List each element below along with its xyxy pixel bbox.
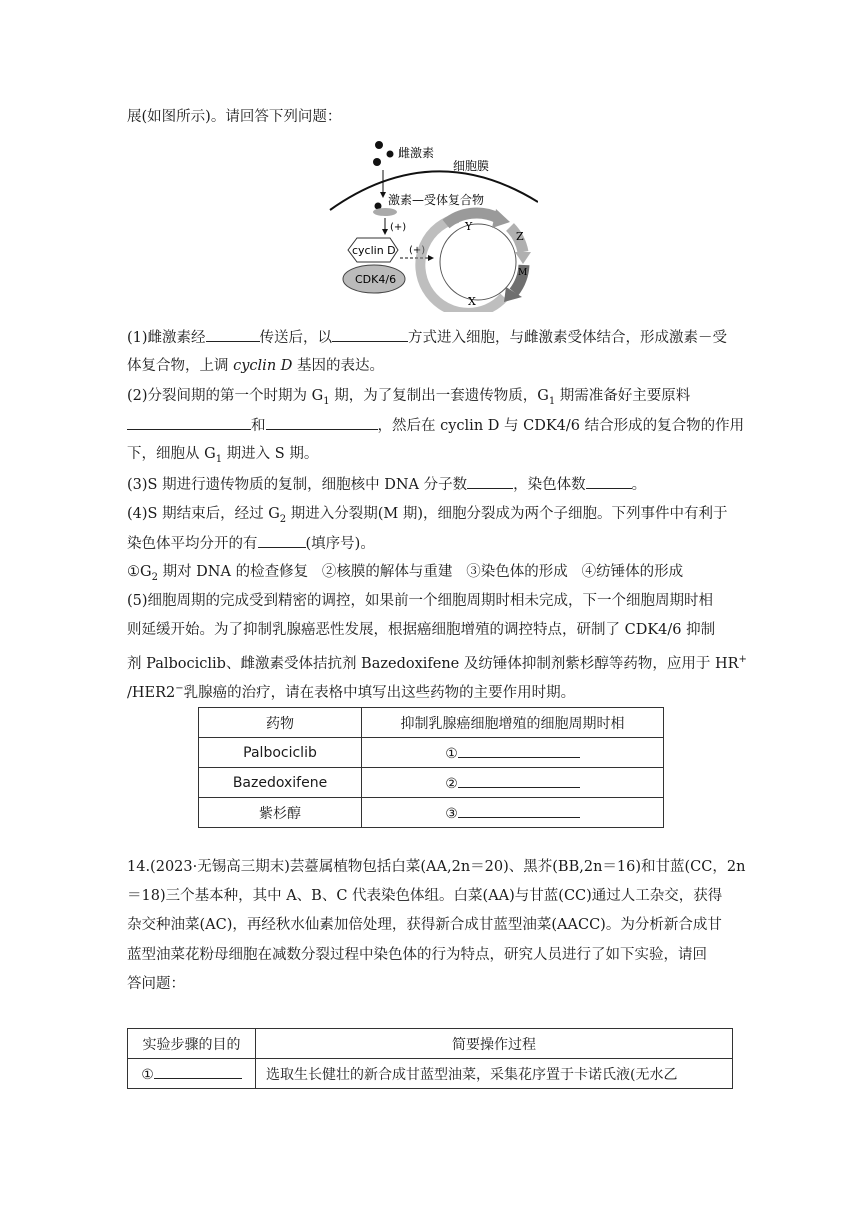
option-2: ②核膜的解体与重建 bbox=[321, 564, 453, 580]
estrogen-dot bbox=[375, 141, 383, 149]
cycle-inner bbox=[440, 224, 516, 300]
q5-text: /HER2 bbox=[127, 684, 176, 701]
cycle-Z-head bbox=[515, 252, 531, 264]
drug-table bbox=[198, 707, 664, 828]
membrane-label: 细胞膜 bbox=[453, 159, 490, 173]
q2-text: 下，细胞从 G bbox=[127, 446, 216, 462]
q2-line1 bbox=[127, 386, 690, 412]
q4-options bbox=[127, 562, 683, 588]
table-header-row bbox=[128, 1029, 733, 1059]
answer-blank[interactable] bbox=[154, 1064, 242, 1079]
q3-text: ，染色体数 bbox=[513, 477, 586, 493]
q4-text: (4)S 期结束后，经过 G bbox=[127, 506, 280, 522]
table-cell: 选取生长健壮的新合成甘蓝型油菜，采集花序置于卡诺氏液(无水乙 bbox=[256, 1059, 733, 1089]
q1-text: 传送后，以 bbox=[259, 330, 333, 346]
answer-blank[interactable] bbox=[266, 415, 378, 430]
q4-text: (填序号)。 bbox=[305, 536, 375, 552]
q14-line2: ＝18)三个基本种，其中 A、B、C 代表染色体组。白菜(AA)与甘蓝(CC)通过人工杂交，获得 bbox=[127, 888, 723, 904]
table-cell bbox=[362, 738, 664, 768]
cell-cycle-figure bbox=[328, 132, 538, 312]
label-M: M bbox=[518, 268, 528, 278]
answer-blank[interactable] bbox=[458, 773, 580, 788]
option-3: ③染色体的形成 bbox=[466, 564, 568, 580]
drug-name: Palbociclib bbox=[199, 738, 362, 768]
q2-line2 bbox=[127, 415, 744, 436]
q4-line2 bbox=[127, 533, 375, 554]
subscript: 1 bbox=[548, 395, 556, 407]
table-header: 简要操作过程 bbox=[256, 1029, 733, 1059]
cell-marker: ② bbox=[445, 776, 458, 792]
receptor bbox=[373, 208, 397, 216]
cell-marker: ③ bbox=[445, 806, 458, 822]
experiment-table bbox=[127, 1028, 733, 1089]
estrogen-dot bbox=[373, 158, 381, 166]
q14-line4: 蓝型油菜花粉母细胞在减数分裂过程中染色体的行为特点，研究人员进行了如下实验，请回 bbox=[127, 947, 707, 963]
drug-name: 紫杉醇 bbox=[199, 798, 362, 828]
table-header: 药物 bbox=[199, 708, 362, 738]
q2-text: 期进入 S 期。 bbox=[222, 446, 319, 462]
table-cell bbox=[362, 798, 664, 828]
label-Z: Z bbox=[516, 230, 524, 243]
q2-text: 期，为了复制出一套遗传物质，G bbox=[329, 388, 549, 404]
q4-text: 染色体平均分开的有 bbox=[127, 536, 258, 552]
q5-line4 bbox=[127, 679, 575, 703]
answer-blank[interactable] bbox=[458, 803, 580, 818]
q5-line1: (5)细胞周期的完成受到精密的调控，如果前一个细胞周期时相未完成，下一个细胞周期时相 bbox=[127, 593, 714, 609]
q2-text: (2)分裂间期的第一个时期为 G bbox=[127, 388, 324, 404]
q3-line bbox=[127, 474, 646, 495]
q14-line3: 杂交种油菜(AC)，再经秋水仙素加倍处理，获得新合成甘蓝型油菜(AACC)。为分析新合成甘 bbox=[127, 917, 722, 933]
table-header: 实验步骤的目的 bbox=[128, 1029, 256, 1059]
answer-blank[interactable] bbox=[467, 474, 513, 489]
q3-text: 。 bbox=[631, 477, 647, 493]
superscript: − bbox=[175, 683, 184, 694]
arrow-head2 bbox=[382, 229, 388, 235]
q4-text: 期进入分裂期(M 期)，细胞分裂成为两个子细胞。下列事件中有利于 bbox=[286, 506, 728, 522]
answer-blank[interactable] bbox=[258, 533, 306, 548]
q14-line5: 答问题： bbox=[127, 976, 185, 992]
subscript: 2 bbox=[151, 571, 158, 583]
q1-line1 bbox=[127, 327, 727, 348]
q2-line3 bbox=[127, 444, 318, 470]
label-X: X bbox=[468, 295, 476, 308]
plus-label-1: (+) bbox=[390, 222, 407, 233]
q2-text: 期需准备好主要原料 bbox=[555, 388, 691, 404]
answer-blank[interactable] bbox=[586, 474, 632, 489]
q1-text: 方式进入细胞，与雌激素受体结合，形成激素－受 bbox=[408, 330, 728, 346]
table-header-row bbox=[199, 708, 664, 738]
answer-blank[interactable] bbox=[332, 327, 408, 342]
q4-line1 bbox=[127, 504, 728, 530]
gene-name: cyclin D bbox=[233, 358, 293, 374]
subscript: 1 bbox=[215, 453, 223, 465]
table-cell bbox=[128, 1059, 256, 1089]
q5-line2: 则延缓开始。为了抑制乳腺癌恶性发展，根据癌细胞增殖的调控特点，研制了 CDK4/6 抑制 bbox=[127, 622, 716, 638]
complex-label: 激素—受体复合物 bbox=[388, 193, 485, 207]
q1-line2 bbox=[127, 356, 384, 376]
answer-blank[interactable] bbox=[206, 327, 260, 342]
q5-text: 乳腺癌的治疗，请在表格中填写出这些药物的主要作用时期。 bbox=[183, 684, 576, 701]
label-Y: Y bbox=[465, 220, 473, 233]
estrogen-dot bbox=[387, 151, 394, 158]
q5-line3 bbox=[127, 650, 747, 674]
table-row bbox=[128, 1059, 733, 1089]
estrogen-label: 雌激素 bbox=[398, 146, 435, 160]
cyclin-label: cyclin D bbox=[352, 244, 396, 257]
q14-line1: 14.(2023·无锡高三期末)芸薹属植物包括白菜(AA,2n＝20)、黑芥(BB,2n＝16)和甘蓝(CC，2n bbox=[127, 859, 746, 875]
option-1: ①G bbox=[127, 564, 152, 580]
cell-marker: ① bbox=[445, 746, 458, 762]
option-4: ④纺锤体的形成 bbox=[581, 564, 684, 580]
answer-blank[interactable] bbox=[127, 415, 251, 430]
table-header: 抑制乳腺癌细胞增殖的细胞周期时相 bbox=[362, 708, 664, 738]
q1-text: (1)雌激素经 bbox=[127, 330, 206, 346]
table-row bbox=[199, 798, 664, 828]
q1-text: 基因的表达。 bbox=[292, 358, 385, 374]
q3-text: (3)S 期进行遗传物质的复制，细胞核中 DNA 分子数 bbox=[127, 477, 468, 493]
answer-blank[interactable] bbox=[458, 743, 580, 758]
subscript: 1 bbox=[323, 395, 330, 407]
table-row bbox=[199, 768, 664, 798]
plus-label-2: (+) bbox=[409, 245, 426, 256]
drug-name: Bazedoxifene bbox=[199, 768, 362, 798]
intro-text: 展(如图所示)。请回答下列问题： bbox=[127, 109, 342, 125]
arrow-head bbox=[380, 192, 386, 198]
q5-text: 剂 Palbociclib、雌激素受体拮抗剂 Bazedoxifene 及纺锤体抑制剂紫杉醇等药物，应用于 HR bbox=[127, 655, 739, 672]
subscript: 2 bbox=[279, 513, 287, 525]
q1-text: 体复合物，上调 bbox=[127, 358, 234, 374]
table-cell bbox=[362, 768, 664, 798]
option-1: 期对 DNA 的检查修复 bbox=[157, 564, 309, 580]
table-row bbox=[199, 738, 664, 768]
superscript: + bbox=[738, 654, 747, 665]
arrow-head3 bbox=[428, 255, 434, 261]
q2-text: 和 bbox=[251, 418, 266, 434]
cdk-label: CDK4/6 bbox=[355, 273, 397, 286]
q2-text: ，然后在 cyclin D 与 CDK4/6 结合形成的复合物的作用 bbox=[377, 418, 745, 434]
cell-marker: ① bbox=[141, 1067, 154, 1083]
